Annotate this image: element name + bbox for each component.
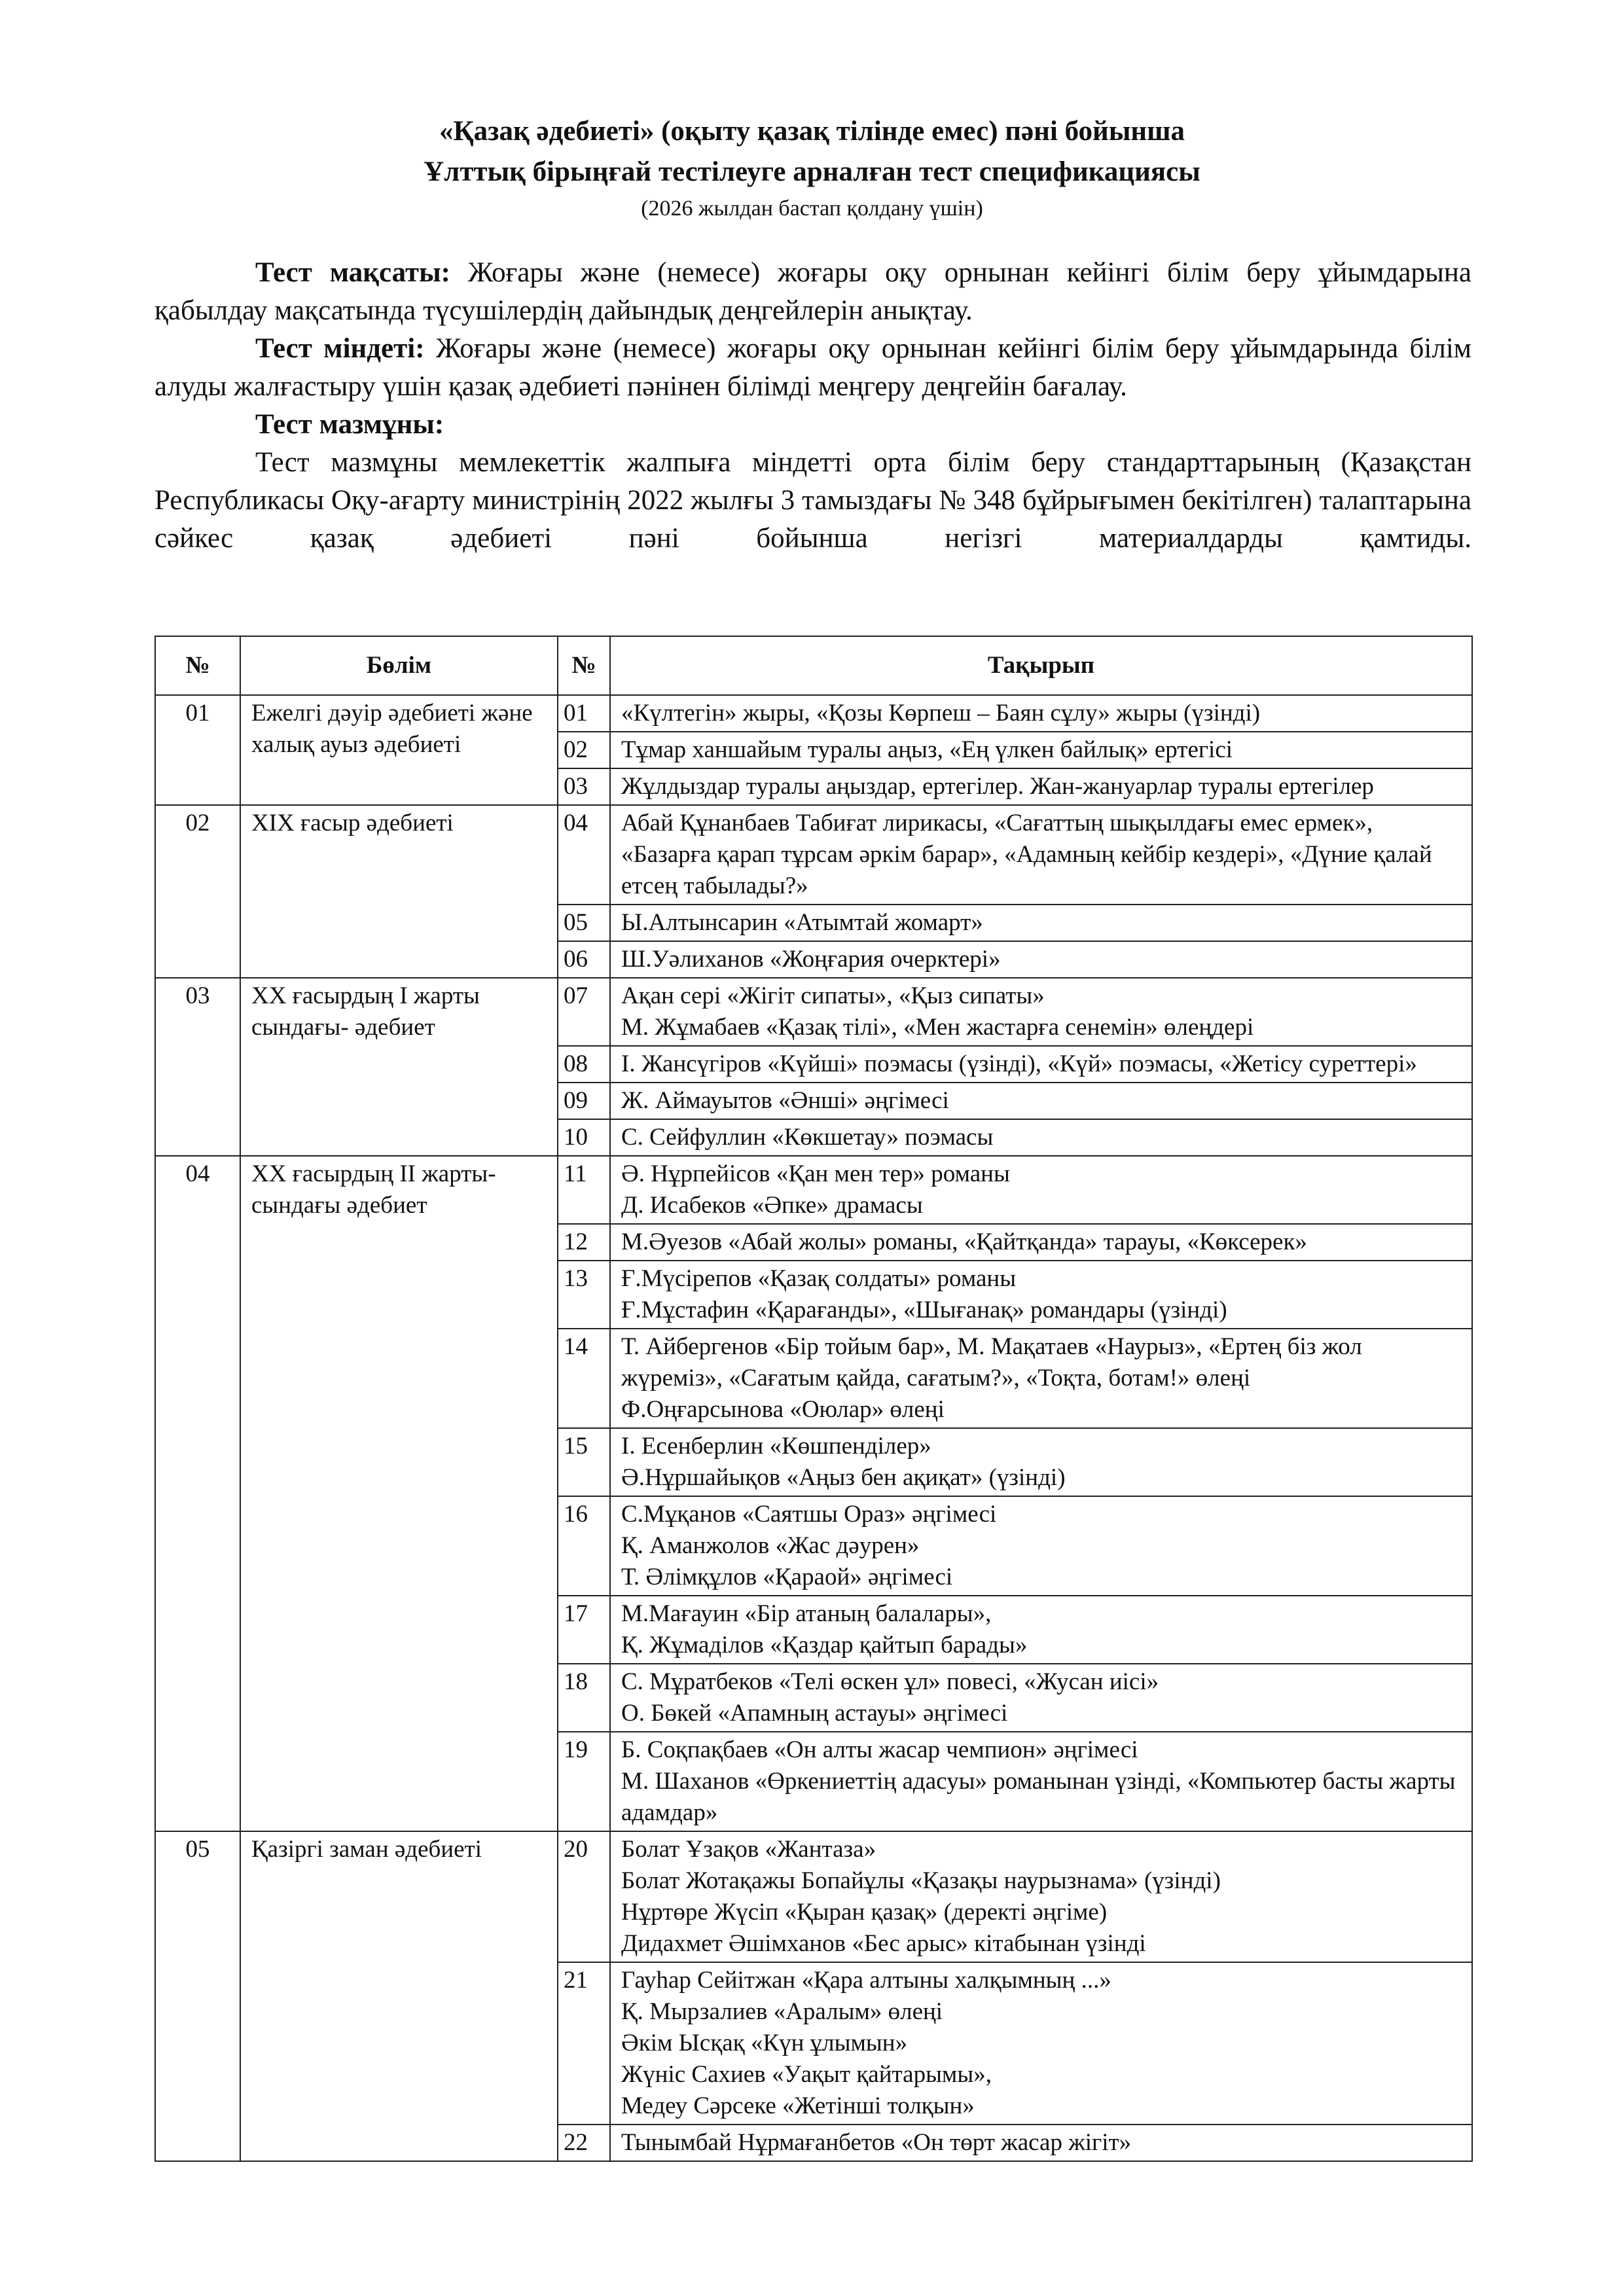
topic-line: С. Сейфуллин «Көкшетау» поэмасы [621, 1124, 994, 1151]
topic-cell [610, 1224, 1472, 1261]
topic-cell [610, 1664, 1472, 1732]
section-name: ХХ ғасырдың І жарты сындағы- әдебиет [240, 978, 558, 1156]
topic-cell [610, 2125, 1472, 2161]
goal-paragraph [154, 254, 1471, 330]
topic-line: Ә.Нұршайықов «Аңыз бен ақиқат» (үзінді) [621, 1464, 1066, 1491]
topic-number: 20 [558, 1831, 610, 1962]
goal-label: Тест мақсаты: [255, 257, 450, 288]
topic-cell [610, 1496, 1472, 1596]
topic-line: М. Жұмабаев «Қазақ тілі», «Мен жастарға сенемін» өлеңдері [621, 1014, 1254, 1041]
topic-line: Дидахмет Әшімханов «Бес арыс» кітабынан үзінді [621, 1930, 1146, 1957]
topic-line: Тынымбай Нұрмағанбетов «Он төрт жасар жігіт» [621, 2129, 1132, 2156]
topic-cell [610, 1083, 1472, 1119]
topic-line: Қ. Жұмаділов «Қаздар қайтып барады» [621, 1632, 1028, 1659]
topic-line: Жұлдыздар туралы аңыздар, ертегілер. Жан-жануарлар туралы ертегілер [621, 773, 1374, 800]
topic-line: Қ. Мырзалиев «Аралым» өлеңі [621, 1998, 943, 2025]
topic-line: Медеу Сәрсеке «Жетінші толқын» [621, 2092, 975, 2119]
topic-cell [610, 1428, 1472, 1496]
topic-cell [610, 1596, 1472, 1664]
section-number: 04 [155, 1156, 240, 1831]
task-label: Тест міндеті: [255, 333, 425, 364]
topic-cell [610, 905, 1472, 941]
topic-cell [610, 1119, 1472, 1156]
topic-line: Гауһар Сейітжан «Қара алтыны халқымның ...» [621, 1967, 1111, 1994]
section-name: ХХ ғасырдың ІІ жарты-сындағы әдебиет [240, 1156, 558, 1831]
topic-line: Ғ.Мүсірепов «Қазақ солдаты» романы [621, 1265, 1017, 1292]
topic-line: М.Мағауин «Бір атаның балалары», [621, 1600, 992, 1627]
topic-number: 21 [558, 1962, 610, 2125]
topic-cell [610, 805, 1472, 905]
topic-line: Ә. Нұрпейісов «Қан мен тер» романы [621, 1160, 1010, 1187]
topic-number: 12 [558, 1224, 610, 1261]
topic-number: 07 [558, 978, 610, 1046]
topic-line: М. Шаханов «Өркениеттің адасуы» романынан үзінді, «Компьютер басты жарты адамдар» [621, 1768, 1456, 1826]
topic-number: 15 [558, 1428, 610, 1496]
table-row [155, 805, 1472, 905]
topic-cell [610, 1962, 1472, 2125]
table-row [155, 978, 1472, 1046]
subtitle: (2026 жылдан бастап қолдану үшін) [641, 196, 983, 221]
topic-number: 13 [558, 1261, 610, 1329]
topic-number: 05 [558, 905, 610, 941]
topic-cell [610, 768, 1472, 805]
topic-line: Ш.Уәлиханов «Жоңғария очерктері» [621, 946, 1001, 973]
topic-line: І. Жансүгіров «Күйші» поэмасы (үзінді), «Күй» поэмасы, «Жетісу суреттері» [621, 1050, 1417, 1077]
topic-line: Б. Соқпақбаев «Он алты жасар чемпион» әңгімесі [621, 1736, 1138, 1763]
topic-cell [610, 732, 1472, 768]
table-row [155, 695, 1472, 732]
content-heading [154, 406, 1471, 444]
topic-cell [610, 1261, 1472, 1329]
topic-cell [610, 1156, 1472, 1224]
section-name: Ежелгі дәуір әдебиеті және халық ауыз әдебиеті [240, 695, 558, 805]
header-section-number: № [155, 636, 240, 695]
topic-line: Ф.Оңғарсынова «Оюлар» өлеңі [621, 1396, 945, 1423]
topic-line: Ж. Аймауытов «Әнші» әңгімесі [621, 1087, 949, 1114]
topic-cell [610, 695, 1472, 732]
topic-line: М.Әуезов «Абай жолы» романы, «Қайтқанда» тарауы, «Көксерек» [621, 1229, 1307, 1255]
topic-number: 03 [558, 768, 610, 805]
topic-number: 02 [558, 732, 610, 768]
topic-line: Т. Әлімқұлов «Қараой» әңгімесі [621, 1564, 953, 1590]
topic-line: О. Бөкей «Апамның астауы» әңгімесі [621, 1700, 1008, 1727]
topic-number: 11 [558, 1156, 610, 1224]
topic-cell [610, 1329, 1472, 1428]
topic-number: 19 [558, 1732, 610, 1831]
topic-line: І. Есенберлин «Көшпенділер» [621, 1433, 931, 1460]
goal-text: Жоғары және (немесе) жоғары оқу орнынан кейінгі білім беру ұйымдарына қабылдау мақсатында түсушілердің дайындық деңгейлерін анықтау. [154, 257, 1471, 326]
topic-cell [610, 1831, 1472, 1962]
topic-line: Ғ.Мұстафин «Қарағанды», «Шығанақ» романдары (үзінді) [621, 1297, 1227, 1323]
header-section: Бөлім [240, 636, 558, 695]
topic-number: 18 [558, 1664, 610, 1732]
topic-line: Болат Ұзақов «Жантаза» [621, 1836, 876, 1863]
topic-number: 09 [558, 1083, 610, 1119]
section-number: 02 [155, 805, 240, 978]
topic-cell [610, 1046, 1472, 1083]
task-paragraph [154, 330, 1471, 406]
header-topic-number: № [558, 636, 610, 695]
content-paragraph: Тест мазмұны мемлекеттік жалпыға міндетті орта білім беру стандарттарының (Қазақстан Республикасы Оқу-ағарту министрінің 2022 жылғы 3 тамыздағы № 348 бұйрығымен бекітілген) талаптарына сәйкес қазақ әдебиеті пәні бойынша негізгі материалдарды қамтиды. [154, 447, 1471, 554]
topic-line: Жүніс Сахиев «Уақыт қайтарымы», [621, 2061, 992, 2088]
topic-number: 04 [558, 805, 610, 905]
topic-number: 14 [558, 1329, 610, 1428]
topic-line: Болат Жотақажы Бопайұлы «Қазақы наурызнама» (үзінді) [621, 1867, 1221, 1894]
title-line-1: «Қазақ әдебиеті» (оқыту қазақ тілінде емес) пәні бойынша [439, 116, 1185, 147]
topic-cell [610, 941, 1472, 978]
document-header [0, 111, 1624, 225]
topic-line: Абай Құнанбаев Табиғат лирикасы, «Сағаттың шықылдағы емес ермек», «Базарға қарап тұрсам әркім барар», «Адамның кейбір кездері», «Дүние қалай етсең табылады?» [621, 810, 1432, 899]
topic-line: Ы.Алтынсарин «Атымтай жомарт» [621, 909, 983, 936]
topic-line: Қ. Аманжолов «Жас дәурен» [621, 1532, 920, 1559]
topic-line: Т. Айбергенов «Бір тойым бар», М. Мақатаев «Наурыз», «Ертең біз жол жүреміз», «Сағатым қайда, сағатым?», «Тоқта, ботам!» өлеңі [621, 1333, 1362, 1391]
topic-number: 22 [558, 2125, 610, 2161]
table-row [155, 1156, 1472, 1224]
topic-number: 17 [558, 1596, 610, 1664]
table-body [155, 695, 1472, 2161]
intro-text [154, 254, 1471, 558]
topic-number: 08 [558, 1046, 610, 1083]
task-text: Жоғары және (немесе) жоғары оқу орнынан кейінгі білім беру ұйымдарында білім алуды жалғастыру үшін қазақ әдебиеті пәнінен білімді меңгеру деңгейін бағалау. [154, 333, 1471, 402]
title-line-2: Ұлттық бірыңғай тестілеуге арналған тест спецификациясы [424, 156, 1200, 187]
table-row [155, 1831, 1472, 1962]
section-name: Қазіргі заман әдебиеті [240, 1831, 558, 2161]
section-number: 01 [155, 695, 240, 805]
specification-table [154, 636, 1473, 2162]
section-number: 03 [155, 978, 240, 1156]
topic-number: 06 [558, 941, 610, 978]
table-header-row [155, 636, 1472, 695]
section-number: 05 [155, 1831, 240, 2161]
header-topic: Тақырып [610, 636, 1472, 695]
topic-number: 01 [558, 695, 610, 732]
topic-number: 10 [558, 1119, 610, 1156]
topic-line: С. Мұратбеков «Телі өскен ұл» повесі, «Жусан иісі» [621, 1668, 1159, 1695]
topic-line: «Күлтегін» жыры, «Қозы Көрпеш – Баян сұлу» жыры (үзінді) [621, 700, 1261, 726]
topic-line: Д. Исабеков «Әпке» драмасы [621, 1192, 923, 1219]
topic-line: Тұмар ханшайым туралы аңыз, «Ең үлкен байлық» ертегісі [621, 736, 1233, 763]
content-label: Тест мазмұны: [255, 409, 444, 440]
topic-cell [610, 978, 1472, 1046]
topic-line: С.Мұқанов «Саятшы Ораз» әңгімесі [621, 1501, 997, 1528]
topic-line: Әкім Ысқақ «Күн ұлымын» [621, 2030, 908, 2056]
topic-line: Ақан серi «Жігіт сипаты», «Қыз сипаты» [621, 982, 1045, 1009]
topic-cell [610, 1732, 1472, 1831]
section-name: ХІХ ғасыр әдебиеті [240, 805, 558, 978]
topic-number: 16 [558, 1496, 610, 1596]
topic-line: Нұртөре Жүсіп «Қыран қазақ» (деректі әңгіме) [621, 1899, 1108, 1926]
